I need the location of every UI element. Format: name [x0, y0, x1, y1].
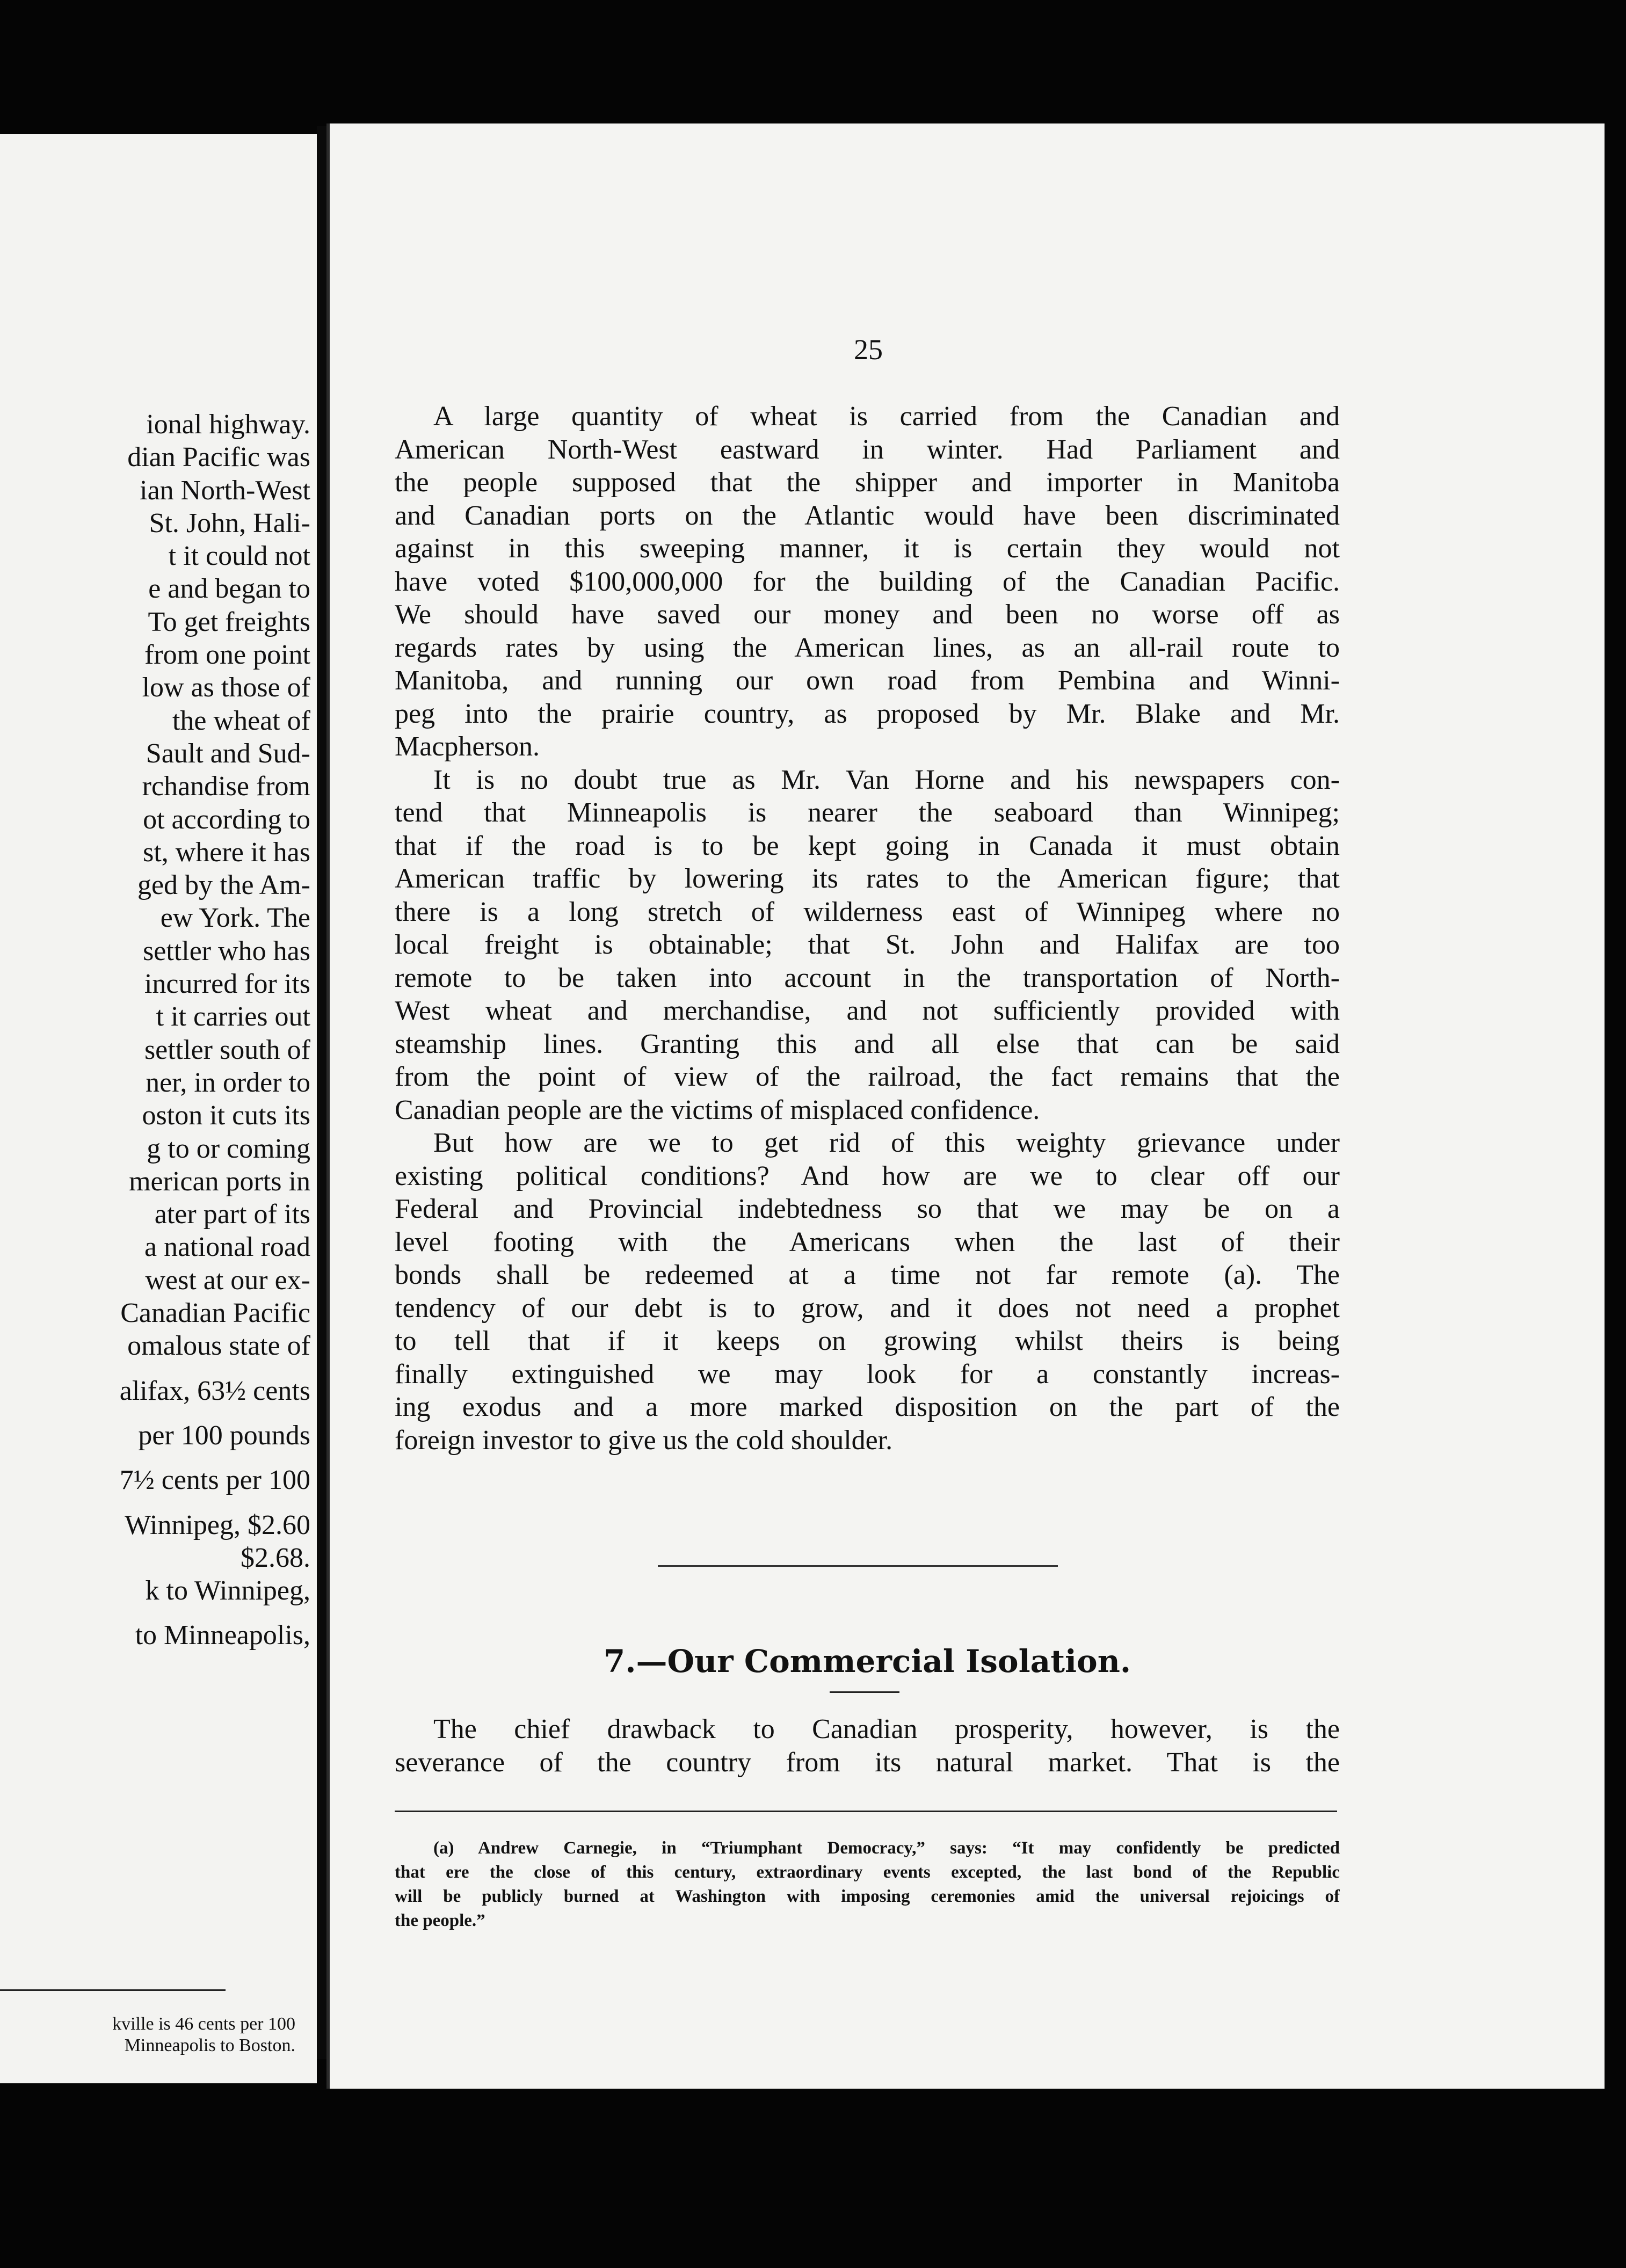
text-line: Macpherson. [395, 731, 540, 762]
text-line: Manitoba, and running our own road from Pembina and Winni- [395, 665, 1340, 696]
text-line: existing political conditions? And how are we to clear off our [395, 1160, 1340, 1191]
text-line: and Canadian ports on the Atlantic would have been discriminated [395, 500, 1340, 531]
left-line: To get freights [148, 606, 310, 637]
section-divider [658, 1565, 1058, 1567]
text-line: to tell that if it keeps on growing whilst theirs is being [395, 1326, 1340, 1356]
text-line: The chief drawback to Canadian prosperity, however, is the [433, 1714, 1340, 1744]
left-line: the wheat of [172, 705, 310, 736]
text-line: there is a long stretch of wilderness east of Winnipeg where no [395, 896, 1340, 927]
text-line: finally extinguished we may look for a constantly increas- [395, 1358, 1340, 1390]
left-line: e and began to [148, 573, 310, 605]
left-line: settler who has [143, 935, 310, 966]
left-line: west at our ex- [145, 1264, 310, 1296]
left-line: St. John, Hali- [149, 507, 310, 539]
left-line: ew York. The [160, 903, 310, 934]
left-footnote-line: Minneapolis to Boston. [124, 2036, 295, 2055]
text-line: the people supposed that the shipper and importer in Manitoba [395, 467, 1340, 498]
left-line: merican ports in [129, 1166, 310, 1197]
text-line: against in this sweeping manner, it is certain they would not [395, 533, 1340, 564]
left-footnote [0, 2013, 317, 2056]
left-line: per 100 pounds [138, 1420, 310, 1451]
left-line: ged by the Am- [137, 870, 310, 901]
left-line: Sault and Sud- [146, 738, 310, 769]
left-line: t it could not [168, 541, 310, 572]
text-line: severance of the country from its natural market. That is the [395, 1747, 1340, 1778]
text-line: have voted $100,000,000 for the building of the Canadian Pacific. [395, 566, 1340, 597]
footnote-rule [395, 1811, 1337, 1812]
text-line: that if the road is to be kept going in Canada it must obtain [395, 830, 1340, 861]
text-line: local freight is obtainable; that St. John and Halifax are too [395, 929, 1340, 960]
text-line: West wheat and merchandise, and not sufficiently provided with [395, 995, 1340, 1026]
text-line: American North-West eastward in winter. Had Parliament and [395, 434, 1340, 465]
left-line: oston it cuts its [142, 1100, 310, 1131]
left-line: ater part of its [154, 1199, 310, 1230]
left-line: ot according to [143, 804, 310, 835]
left-line: to Minneapolis, [135, 1620, 310, 1651]
text-line: bonds shall be redeemed at a time not far remote (a). The [395, 1260, 1340, 1290]
heading-underline [830, 1691, 899, 1693]
body-text [395, 400, 1340, 1457]
left-line: t it carries out [156, 1001, 310, 1033]
text-line: tendency of our debt is to grow, and it does not need a prophet [395, 1292, 1340, 1324]
left-line: alifax, 63½ cents [119, 1375, 310, 1406]
text-line: It is no doubt true as Mr. Van Horne and his newspapers con- [433, 764, 1340, 795]
text-line: But how are we to get rid of this weighty grievance under [433, 1128, 1340, 1158]
footnote-line: will be publicly burned at Washington with imposing ceremonies amid the universal rejoicings of [395, 1887, 1340, 1906]
left-line: $2.68. [241, 1542, 310, 1573]
footnote-line: (a) Andrew Carnegie, in “Triumphant Democracy,” says: “It may confidently be predicted [433, 1838, 1340, 1858]
text-line: foreign investor to give us the cold shoulder. [395, 1424, 893, 1456]
text-line: tend that Minneapolis is nearer the seaboard than Winnipeg; [395, 797, 1340, 828]
text-line: regards rates by using the American lines, as an all-rail route to [395, 632, 1340, 663]
text-line: ing exodus and a more marked disposition on the part of the [395, 1392, 1340, 1422]
left-line: k to Winnipeg, [145, 1575, 310, 1607]
left-line: st, where it has [143, 837, 310, 868]
text-line: level footing with the Americans when the last of their [395, 1226, 1340, 1257]
left-line: rchandise from [142, 771, 310, 802]
left-line: g to or coming [147, 1133, 310, 1164]
left-line: omalous state of [127, 1331, 310, 1362]
left-line: ional highway. [146, 409, 310, 440]
left-line: from one point [144, 639, 310, 671]
text-line: Canadian people are the victims of misplaced confidence. [395, 1094, 1040, 1125]
left-line: dian Pacific was [127, 442, 310, 473]
left-page-text [0, 408, 317, 1652]
left-line: incurred for its [144, 969, 310, 1000]
footnote [395, 1836, 1340, 1933]
text-line: steamship lines. Granting this and all else that can be said [395, 1028, 1340, 1059]
page-number: 25 [854, 333, 883, 366]
section-text [395, 1713, 1340, 1779]
left-line: ner, in order to [146, 1067, 310, 1098]
text-line: We should have saved our money and been no worse off as [395, 599, 1340, 630]
left-page-fragment [0, 134, 317, 2083]
left-line: Canadian Pacific [120, 1298, 310, 1329]
text-line: peg into the prairie country, as proposed by Mr. Blake and Mr. [395, 698, 1340, 729]
text-line: American traffic by lowering its rates to the American figure; that [395, 863, 1340, 894]
footnote-line: that ere the close of this century, extraordinary events excepted, the last bond of the Republic [395, 1863, 1340, 1882]
left-line: settler south of [144, 1034, 310, 1065]
left-line: Winnipeg, $2.60 [125, 1509, 310, 1540]
section-heading: 7.—Our Commercial Isolation. [603, 1643, 1131, 1680]
left-line: low as those of [142, 672, 310, 703]
left-line: a national road [144, 1232, 310, 1263]
book-spine [317, 126, 326, 2059]
text-line: remote to be taken into account in the transportation of North- [395, 962, 1340, 993]
left-footnote-line: kville is 46 cents per 100 [112, 2014, 295, 2034]
text-line: Federal and Provincial indebtedness so that we may be on a [395, 1194, 1340, 1224]
footnote-line: the people.” [395, 1911, 485, 1930]
left-footnote-rule [0, 1989, 226, 1991]
left-line: ian North-West [140, 475, 310, 506]
text-line: A large quantity of wheat is carried from the Canadian and [433, 401, 1340, 432]
text-line: from the point of view of the railroad, the fact remains that the [395, 1062, 1340, 1092]
left-line: 7½ cents per 100 [119, 1465, 310, 1496]
